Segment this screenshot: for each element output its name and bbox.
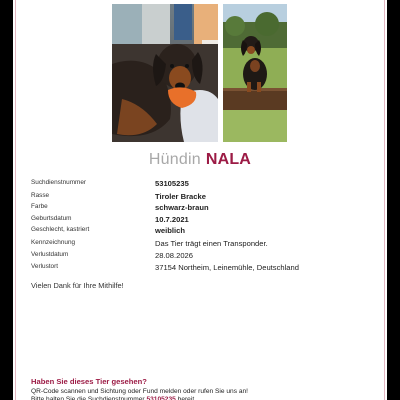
seen-heading: Haben Sie dieses Tier gesehen? xyxy=(31,377,147,386)
poster-title xyxy=(13,151,387,169)
reminder-suffix: bereit. xyxy=(177,396,196,400)
detail-label: Farbe xyxy=(31,203,48,210)
detail-value: Tiroler Bracke xyxy=(155,192,206,201)
reminder-prefix: Bitte halten Sie die Suchdienstnummer xyxy=(31,396,145,400)
dog-sitting-in-garden-photo xyxy=(223,4,287,142)
detail-value: 28.08.2026 xyxy=(155,251,194,260)
poster-border-left xyxy=(15,0,16,400)
detail-label: Suchdienstnummer xyxy=(31,179,87,186)
pet-name: NALA xyxy=(205,151,252,168)
detail-row-search-number xyxy=(31,179,387,191)
dog-lying-on-sofa-photo xyxy=(112,4,218,142)
detail-value: 37154 Northeim, Leinemühle, Deutschland xyxy=(155,263,299,272)
detail-row-marking xyxy=(31,239,387,251)
detail-label: Verlustdatum xyxy=(31,251,69,258)
qr-instructions: QR-Code scannen und Sichtung oder Fund melden oder rufen Sie uns an! xyxy=(31,388,248,395)
title-word: Hündin xyxy=(148,151,201,168)
detail-row-sex xyxy=(31,226,387,238)
detail-label: Geschlecht, kastriert xyxy=(31,226,90,233)
search-number-reminder xyxy=(31,396,196,400)
detail-row-color xyxy=(31,203,387,215)
thanks-text: Vielen Dank für Ihre Mithilfe! xyxy=(31,281,124,290)
detail-value: schwarz-braun xyxy=(155,203,209,212)
detail-label: Verlustort xyxy=(31,263,58,270)
detail-label: Geburtsdatum xyxy=(31,215,72,222)
lost-pet-poster xyxy=(13,0,387,400)
detail-value: 10.7.2021 xyxy=(155,215,189,224)
detail-value: weiblich xyxy=(155,226,185,235)
detail-label: Kennzeichnung xyxy=(31,239,76,246)
reminder-number: 53105235 xyxy=(146,396,176,400)
detail-value: Das Tier trägt einen Transponder. xyxy=(155,239,268,248)
detail-value: 53105235 xyxy=(155,179,189,188)
detail-row-loss-date xyxy=(31,251,387,263)
detail-label: Rasse xyxy=(31,192,50,199)
detail-row-loss-location xyxy=(31,263,387,275)
